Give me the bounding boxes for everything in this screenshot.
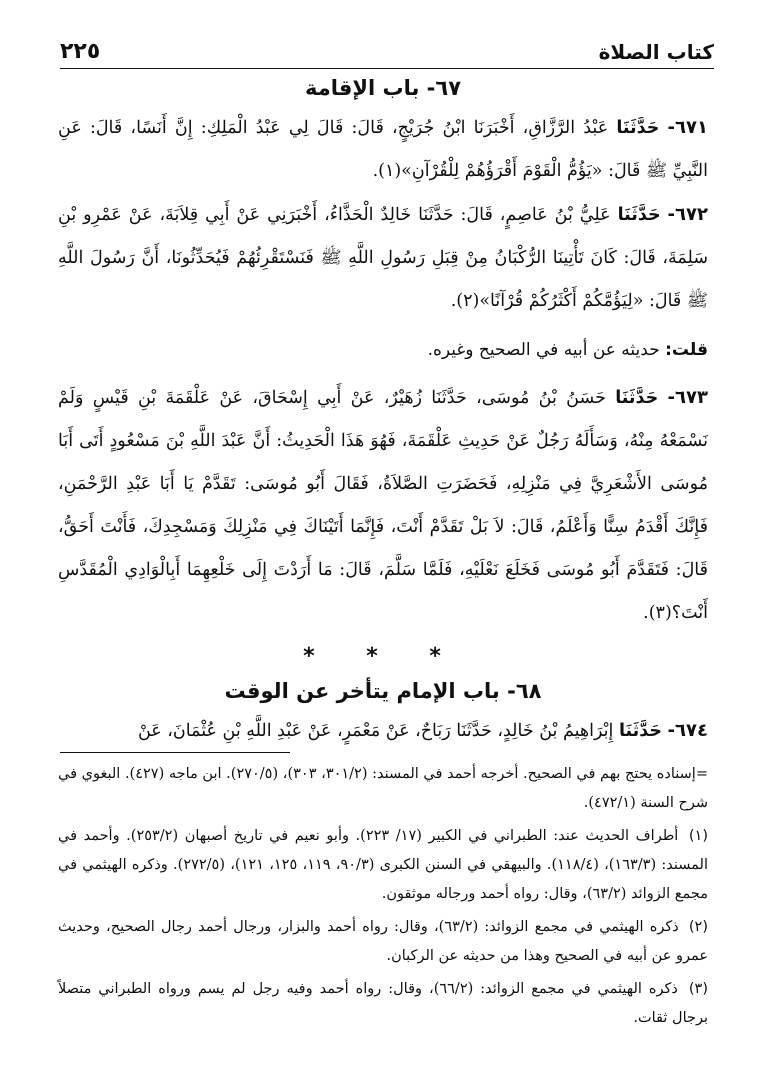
- footnote-text: =إسناده يحتج بهم في الصحيح. أخرجه أحمد في المسند: (٣٠١/٢، ٣٠٣)، (٢٧٠/٥). ابن ماجه (٤٢٧). البغوي في شرح السنة (٤٧٢/١).: [58, 766, 708, 811]
- footnote-text: أطراف الحديث عند: الطبراني في الكبير (١٧/ ٢٢٣). وأبو نعيم في تاريخ أصبهان (٢٥٣/٢). وأحمد في المسند: (١٦٣/٣)، (١١٨/٤). والبيهقي في السنن الكبرى (٩٠/٣، ١١٩، ١٢٥، ١٢١)، (٢٧٢/٥). وذكره الهيثمي في مجمع الزوائد (٦٣/٢)، وقال: رواه أحمد ورجاله موثقون.: [58, 828, 708, 902]
- hadith-lead: حَدَّثَنَا: [616, 118, 660, 138]
- hadith-lead: حَدَّثَنَا: [617, 205, 661, 225]
- footnote-text: ذكره الهيثمي في مجمع الزوائد: (٦٣/٢)، وقال: رواه أحمد والبزار، ورجال أحمد رجال الصحيح، وحديث عمرو عن أبيه في الصحيح وهذا من حديثه عن الركبان.: [58, 919, 708, 964]
- footnote-text: ذكره الهيثمي في مجمع الزوائد: (٦٦/٢)، وقال: رواه أحمد وفيه رجل لم يسم ورواه الطبراني متصلاً برجال ثقات.: [58, 981, 708, 1026]
- hadith-text: عَلِيُّ بْنُ عَاصِمٍ، قَالَ: حَدَّثَنَا خَالِدٌ الْحَذَّاءُ، أَخْبَرَنِي عَنْ أَبِي قِلاَبَةَ، عَنْ عَمْرِو بْنِ سَلِمَةَ، قَالَ: كَانَ تَأْتِينَا الرُّكْبَانُ مِنْ قِبَلِ رَسُولِ اللَّهِ ﷺ فَنَسْتَقْرِئُهُمْ فَيُحَدِّثُونَا، أَنَّ رَسُولَ اللَّهِ ﷺ قَالَ: «لِيَؤُمَّكُمْ أَكْثَرُكُمْ قُرْآنًا»(٢).: [58, 205, 708, 311]
- book-title: كتاب الصلاة: [598, 40, 714, 64]
- footnote-marker: (٢): [688, 919, 709, 935]
- footnote-marker: (٣): [688, 981, 709, 997]
- hadith-674: [58, 709, 708, 753]
- footnote-continuation: [58, 760, 708, 818]
- hadith-text: حَسَنُ بْنُ مُوسَى، حَدَّثَنَا زُهَيْرٌ، عَنْ أَبِي إِسْحَاقَ، عَنْ عَلْقَمَةَ بْنِ قَيْسٍ وَلَمْ نَسْمَعْهُ مِنْهُ، وَسَأَلَهُ رَجُلٌ عَنْ حَدِيثِ عَلْقَمَةَ، فَهُوَ هَذَا الْحَدِيثُ: أَنَّ عَبْدَ اللَّهِ بْنَ مَسْعُودٍ أَتَى أَبَا مُوسَى الأَشْعَرِيَّ فِي مَنْزِلِهِ، فَحَضَرَتِ الصَّلاَةُ، فَقَالَ أَبُو مُوسَى: تَقَدَّمْ يَا أَبَا عَبْدِ الرَّحْمَنِ، فَإِنَّكَ أَقْدَمُ سِنًّا وَأَعْلَمُ، قَالَ: لاَ بَلْ تَقَدَّمْ أَنْتَ، فَإِنَّمَا أَتَيْنَاكَ فِي مَنْزِلِكَ وَمَسْجِدِكَ، فَأَنْتَ أَحَقُّ، قَالَ: فَتَقَدَّمَ أَبُو مُوسَى فَخَلَعَ نَعْلَيْهِ، فَلَمَّا سَلَّمَ، قَالَ: مَا أَرَدْتَ إِلَى خَلْعِهِمَا أَبِالْوَادِي الْمُقَدَّسِ أَنْتَ؟(٣).: [58, 388, 708, 623]
- comment-lead: قلت:: [665, 340, 708, 360]
- footnote-3: [58, 975, 708, 1033]
- hadith-number: ٦٧١-: [667, 117, 708, 138]
- hadith-text: إِبْرَاهِيمُ بْنُ خَالِدٍ، حَدَّثَنَا رَبَاحٌ، عَنْ مَعْمَرٍ، عَنْ عَبْدِ اللَّهِ بْنِ عُثْمَانَ، عَنْ: [137, 721, 614, 741]
- footnote-divider: [60, 752, 290, 753]
- hadith-671: [58, 106, 708, 193]
- hadith-673: [58, 376, 708, 635]
- page-number: ٢٢٥: [60, 39, 101, 64]
- main-text: [58, 70, 708, 753]
- hadith-number: ٦٧٣-: [667, 387, 708, 408]
- chapter-heading-68: ٦٨- باب الإمام يتأخر عن الوقت: [224, 679, 542, 703]
- hadith-672: [58, 193, 708, 323]
- section-separator: * * *: [303, 644, 463, 669]
- hadith-lead: حَدَّثَنَا: [618, 721, 662, 741]
- footnotes: [58, 760, 708, 1037]
- chapter-heading-67: ٦٧- باب الإقامة: [304, 76, 462, 100]
- running-header: [60, 28, 714, 69]
- footnote-2: [58, 913, 708, 971]
- hadith-text: عَبْدُ الرَّزَّاقِ، أَخْبَرَنَا ابْنُ جُرَيْجٍ، قَالَ: قَالَ لِي عَبْدُ الْمَلِكِ: إِنَّ أَنَسًا، قَالَ: عَنِ النَّبِيِّ ﷺ قَالَ: «يَؤُمُّ الْقَوْمَ أَقْرَؤُهُمْ لِلْقُرْآنِ»(١).: [58, 118, 708, 181]
- footnote-1: [58, 822, 708, 909]
- footnote-marker: (١): [688, 828, 708, 844]
- hadith-number: ٦٧٤-: [667, 720, 708, 741]
- hadith-number: ٦٧٢-: [667, 204, 708, 225]
- editor-comment: [58, 329, 708, 372]
- comment-text: حديثه عن أبيه في الصحيح وغيره.: [427, 340, 660, 360]
- hadith-lead: حَدَّثَنَا: [615, 388, 659, 408]
